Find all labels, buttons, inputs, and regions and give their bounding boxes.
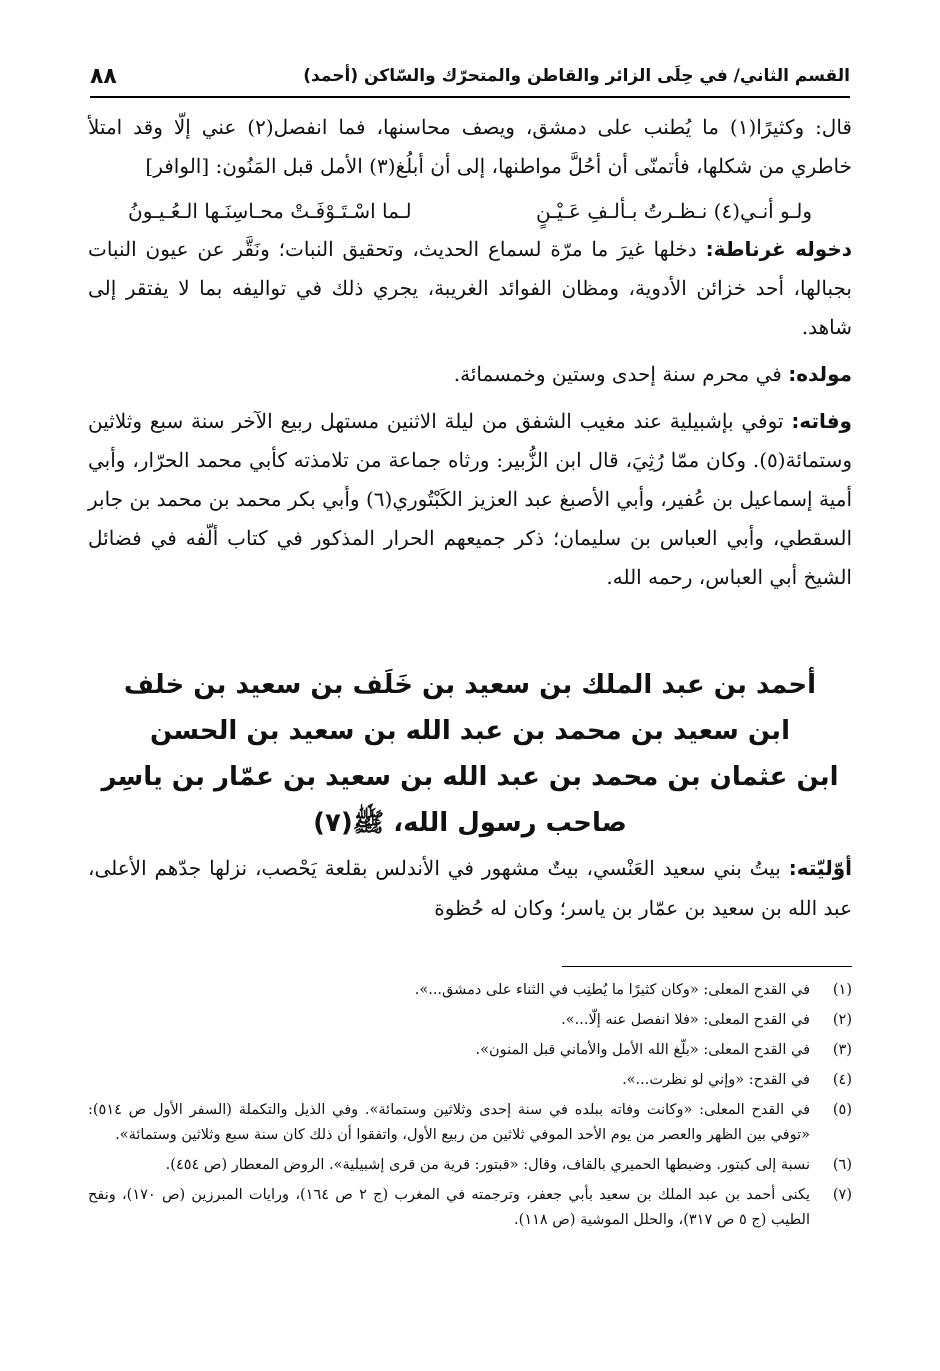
entry-term: أوّليّته: (788, 856, 852, 880)
main-text (88, 108, 852, 597)
footnote (88, 1183, 852, 1233)
heading-line: أحمد بن عبد الملك بن سعيد بن خَلَف بن سعيد بن خلف (123, 670, 817, 700)
entry-term: مولده: (788, 362, 852, 386)
verse-first-hemistich: ولـو أنـي(٤) نـظـرتُ بـألـفِ عَـيْـنٍ (535, 199, 812, 223)
footnote (88, 1008, 852, 1033)
verse-second-hemistich: لـما اسْـتَـوْفَـتْ محـاسِنَـها الـعُـيـونُ (128, 199, 412, 223)
paragraph-quote: قال: وكثيرًا(١) ما يُطنب على دمشق، ويصف محاسنها، فما انفصل(٢) عني إلّا وقد امتلأ خاطري من شكلها، فأتمنّى أن أحُلَّ مواطنها، إلى أن أبلُغ(٣) الأمل قبل المَنُون: [الوافر] (88, 115, 852, 178)
footnote (88, 978, 852, 1003)
footnote-number: (١) (832, 982, 852, 998)
footnote-text: في القدح: «وإني لو نظرت...». (622, 1072, 810, 1088)
origin-paragraph (88, 848, 852, 928)
entry-text: في محرم سنة إحدى وستين وخمسمائة. (453, 362, 782, 386)
entry-death (88, 402, 852, 597)
entry-term: دخوله غرناطة: (705, 237, 853, 261)
heading-line: صاحب رسول الله، ﷺ(٧) (313, 808, 627, 838)
footnote (88, 1153, 852, 1178)
footnote (88, 1068, 852, 1093)
page-header (90, 56, 850, 98)
footnote-number: (٤) (832, 1072, 852, 1088)
running-title: القسم الثاني/ في حِلَى الزائر والقاطن والمتحرّك والسّاكن (أحمد) (303, 66, 850, 86)
footnote-divider (562, 966, 852, 967)
footnote-number: (٣) (832, 1042, 852, 1058)
entry-text: دخلها غيرَ ما مرّة لسماع الحديث، وتحقيق النبات؛ ونَقَّر عن عيون النبات بجبالها، أحد خزائن الأدوية، ومظان الفوائد الغريبة، يجري ذلك في تواليفه بما لا يفتقر إلى شاهد. (88, 237, 852, 339)
footnote (88, 1098, 852, 1148)
footnote-number: (٥) (832, 1102, 852, 1118)
entry-text: بيتُ بني سعيد العَنْسي، بيتٌ مشهور في الأندلس بقلعة يَحْصب، نزلها جدّهم الأعلى، عبد الله بن سعيد بن عمّار بن ياسر؛ وكان له حُظوة (88, 856, 852, 920)
poem-verse (128, 192, 812, 230)
entry-term: وفاته: (791, 409, 852, 433)
footnote-text: يكنى أحمد بن عبد الملك بن سعيد بأبي جعفر، وترجمته في المغرب (ج ٢ ص ١٦٤)، ورايات المبرزين (ص ١٧٠)، ونفح الطيب (ج ٥ ص ٣١٧)، والحلل الموشية (ص ١١٨). (88, 1187, 810, 1228)
heading-line: ابن سعيد بن محمد بن عبد الله بن سعيد بن الحسن (150, 716, 790, 746)
entry-granada (88, 230, 852, 347)
footnote-text: في القدح المعلى: «وكانت وفاته ببلده في سنة إحدى وثلاثين وستمائة». وفي الذيل والتكملة (السفر الأول ص ٥١٤): «توفي بين الظهر والعصر من يوم الأحد الموفي ثلاثين من ربيع الأول، واتفقوا أن ذلك كان سنة سبع وثلاثين وستمائة». (88, 1102, 810, 1143)
footnote-number: (٧) (832, 1187, 852, 1203)
footnote-text: في القدح المعلى: «فلا انفصل عنه إلّا...». (561, 1012, 810, 1028)
heading-line: ابن عثمان بن محمد بن عبد الله بن سعيد بن عمّار بن ياسِر (101, 762, 839, 792)
biography-heading (100, 662, 840, 846)
entry-text: توفي بإشبيلية عند مغيب الشفق من ليلة الاثنين مستهل ربيع الآخر سنة سبع وثلاثين وستمائة(٥). وكان ممّا رُثِيَ، قال ابن الزُّبير: ورثاه جماعة من تلامذته كأبي محمد الحرّار، وأبي أمية إسماعيل بن عُفير، وأبي الأصبغ عبد العزيز الكَبْتُوري(٦) وأبي بكر محمد بن محمد بن جابر السقطي، وأبي العباس بن سليمان؛ ذكر جميعهم الحرار المذكور في كتاب ألّفه في فضائل الشيخ أبي العباس، رحمه الله. (88, 409, 853, 589)
footnote-text: في القدح المعلى: «بلّغ الله الأمل والأماني قبل المنون». (475, 1042, 810, 1058)
footnote-text: في القدح المعلى: «وكان كثيرًا ما يُطنِب في الثناء على دمشق...». (414, 982, 810, 998)
footnote (88, 1038, 852, 1063)
page-number: ٨٨ (90, 63, 117, 89)
footnote-number: (٦) (832, 1157, 852, 1173)
footnote-number: (٢) (832, 1012, 852, 1028)
footnotes (88, 978, 852, 1238)
entry-birth (88, 355, 852, 394)
footnote-text: نسبة إلى كبتور. وضبطها الحميري بالقاف، وقال: «قبتور: قرية من قرى إشبيلية». الروض المعطار (ص ٤٥٤). (165, 1157, 810, 1173)
